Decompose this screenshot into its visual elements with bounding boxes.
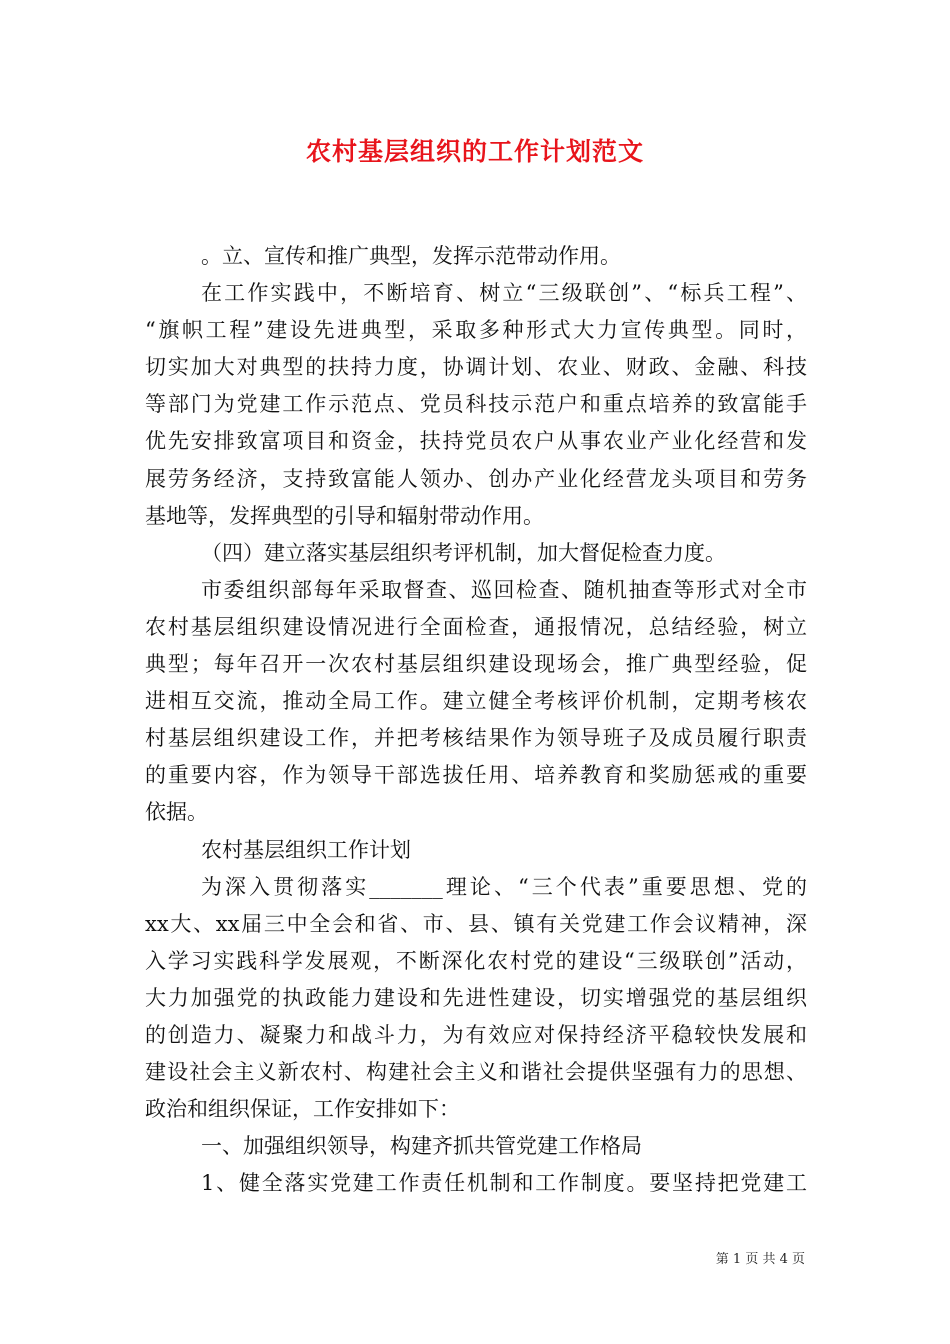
text-line: 市委组织部每年采取督查、巡回检查、随机抽查等形式对全市 (201, 577, 807, 602)
text-line: 大力加强党的执政能力建设和先进性建设，切实增强党的基层组织 (145, 985, 807, 1010)
text-line: 的重要内容，作为领导干部选拔任用、培养教育和奖励惩戒的重要 (145, 763, 807, 788)
text-line: 入学习实践科学发展观，不断深化农村党的建设“三级联创”活动， (145, 948, 807, 973)
text-line: 展劳务经济，支持致富能人领办、创办产业化经营龙头项目和劳务 (145, 466, 807, 491)
text-line: 农村基层组织工作计划 (201, 837, 411, 862)
text-line: 切实加大对典型的扶持力度，协调计划、农业、财政、金融、科技 (145, 355, 807, 380)
text-line: “旗帜工程”建设先进典型，采取多种形式大力宣传典型。同时， (145, 318, 807, 343)
text-line: 。立、宣传和推广典型，发挥示范带动作用。 (201, 244, 621, 268)
text-line: 基地等，发挥典型的引导和辐射带动作用。 (145, 503, 544, 528)
text-line: 进相互交流，推动全局工作。建立健全考核评价机制，定期考核农 (145, 689, 807, 714)
text-line: 优先安排致富项目和资金，扶持党员农户从事农业产业化经营和发 (145, 429, 807, 454)
text-line: 依据。 (145, 800, 208, 825)
text-line: 典型；每年召开一次农村基层组织建设现场会，推广典型经验，促 (145, 652, 807, 677)
text-line: 政治和组织保证，工作安排如下： (145, 1097, 460, 1122)
text-line: （四）建立落实基层组织考评机制，加大督促检查力度。 (201, 540, 726, 565)
document-body (145, 238, 807, 1202)
document-title: 农村基层组织的工作计划范文 (305, 137, 644, 166)
text-line: 为深入贯彻落实_______理论、“三个代表”重要思想、党的 (201, 874, 807, 899)
page-number: 第 1 页 共 4 页 (715, 1252, 805, 1267)
text-line: xx大、xx届三中全会和省、市、县、镇有关党建工作会议精神，深 (145, 911, 807, 936)
text-line: 在工作实践中，不断培育、树立“三级联创”、“标兵工程”、 (201, 281, 807, 306)
text-line: 村基层组织建设工作，并把考核结果作为领导班子及成员履行职责 (145, 726, 807, 751)
text-line: 等部门为党建工作示范点、党员科技示范户和重点培养的致富能手 (145, 392, 807, 417)
text-line: 一、加强组织领导，构建齐抓共管党建工作格局 (201, 1134, 642, 1159)
text-line: 1、健全落实党建工作责任机制和工作制度。要坚持把党建工 (201, 1171, 807, 1196)
text-line: 的创造力、凝聚力和战斗力，为有效应对保持经济平稳较快发展和 (145, 1022, 807, 1047)
text-line: 建设社会主义新农村、构建社会主义和谐社会提供坚强有力的思想、 (145, 1060, 807, 1085)
text-line: 农村基层组织建设情况进行全面检查，通报情况，总结经验，树立 (145, 614, 807, 639)
